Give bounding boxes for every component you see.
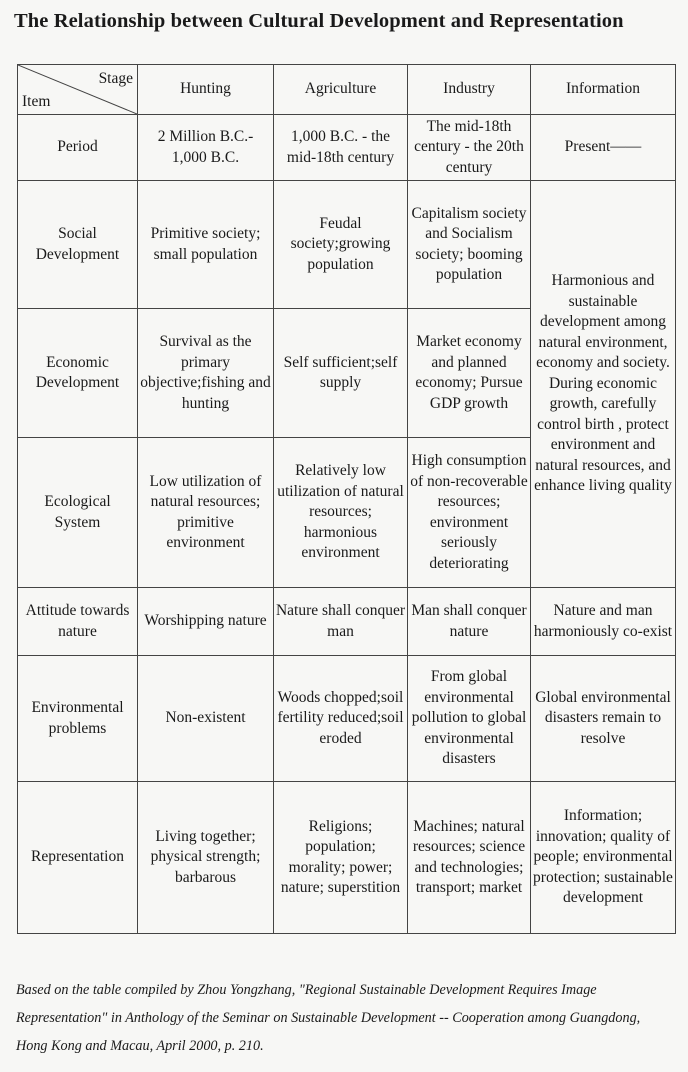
table-cell: Self sufficient;self supply bbox=[274, 309, 408, 438]
table-cell: Survival as the primary objective;fishing and hunting bbox=[138, 309, 274, 438]
table-cell: Worshipping nature bbox=[138, 588, 274, 656]
row-label: Economic Development bbox=[18, 309, 138, 438]
source-caption bbox=[16, 976, 676, 1060]
row-label: Period bbox=[18, 115, 138, 181]
table-cell: Market economy and planned economy; Pursue GDP growth bbox=[408, 309, 531, 438]
table-cell: Machines; natural resources; science and technologies; transport; market bbox=[408, 782, 531, 934]
table-cell: Nature and man harmoniously co-exist bbox=[531, 588, 676, 656]
caption-line: Based on the table compiled by Zhou Yongzhang, "Regional Sustainable Development Requires Image bbox=[16, 982, 597, 998]
table-cell: Woods chopped;soil fertility reduced;soil eroded bbox=[274, 656, 408, 782]
corner-item-label: Item bbox=[22, 92, 51, 110]
table-cell: Present—— bbox=[531, 115, 676, 181]
row-label: Attitude towards nature bbox=[18, 588, 138, 656]
table-row bbox=[18, 656, 676, 782]
table-cell: Information; innovation; quality of people; environmental protection; sustainable development bbox=[531, 782, 676, 934]
corner-cell bbox=[18, 65, 138, 115]
row-label: Representation bbox=[18, 782, 138, 934]
column-header: Hunting bbox=[138, 65, 274, 115]
table-cell: Low utilization of natural resources; primitive environment bbox=[138, 438, 274, 588]
row-label: Environmental problems bbox=[18, 656, 138, 782]
table-cell: Primitive society; small population bbox=[138, 181, 274, 309]
table-cell: 1,000 B.C. - the mid-18th century bbox=[274, 115, 408, 181]
table-row bbox=[18, 115, 676, 181]
column-header: Information bbox=[531, 65, 676, 115]
table-cell: Man shall conquer nature bbox=[408, 588, 531, 656]
row-label: Ecological System bbox=[18, 438, 138, 588]
table-cell: Religions; population; morality; power; nature; superstition bbox=[274, 782, 408, 934]
table-cell: Relatively low utilization of natural resources; harmonious environment bbox=[274, 438, 408, 588]
column-header: Agriculture bbox=[274, 65, 408, 115]
caption-line: Hong Kong and Macau, April 2000, p. 210. bbox=[16, 1038, 264, 1054]
table-row bbox=[18, 782, 676, 934]
table-cell: High consumption of non-recoverable resources; environment seriously deteriorating bbox=[408, 438, 531, 588]
comparison-table bbox=[17, 64, 676, 934]
table-cell: Living together; physical strength; barbarous bbox=[138, 782, 274, 934]
table-row bbox=[18, 181, 676, 309]
table-cell: Nature shall conquer man bbox=[274, 588, 408, 656]
table-cell: Non-existent bbox=[138, 656, 274, 782]
table-row bbox=[18, 588, 676, 656]
row-label: Social Development bbox=[18, 181, 138, 309]
caption-line: Representation" in Anthology of the Seminar on Sustainable Development -- Cooperation among Guangdong, bbox=[16, 1010, 641, 1026]
corner-stage-label: Stage bbox=[98, 70, 133, 87]
table-cell: Global environmental disasters remain to resolve bbox=[531, 656, 676, 782]
column-header: Industry bbox=[408, 65, 531, 115]
table-cell: Feudal society;growing population bbox=[274, 181, 408, 309]
table-cell: From global environmental pollution to global environmental disasters bbox=[408, 656, 531, 782]
page-title: The Relationship between Cultural Development and Representation bbox=[14, 10, 624, 32]
header-row bbox=[18, 65, 676, 115]
table-cell: 2 Million B.C.- 1,000 B.C. bbox=[138, 115, 274, 181]
table-cell: Capitalism society and Socialism society; booming population bbox=[408, 181, 531, 309]
table-cell: The mid-18th century - the 20th century bbox=[408, 115, 531, 181]
information-merged-cell: Harmonious and sustainable development among natural environment, economy and society. During economic growth, carefully control birth , protect environment and natural resources, and enhance living quality bbox=[531, 181, 676, 588]
